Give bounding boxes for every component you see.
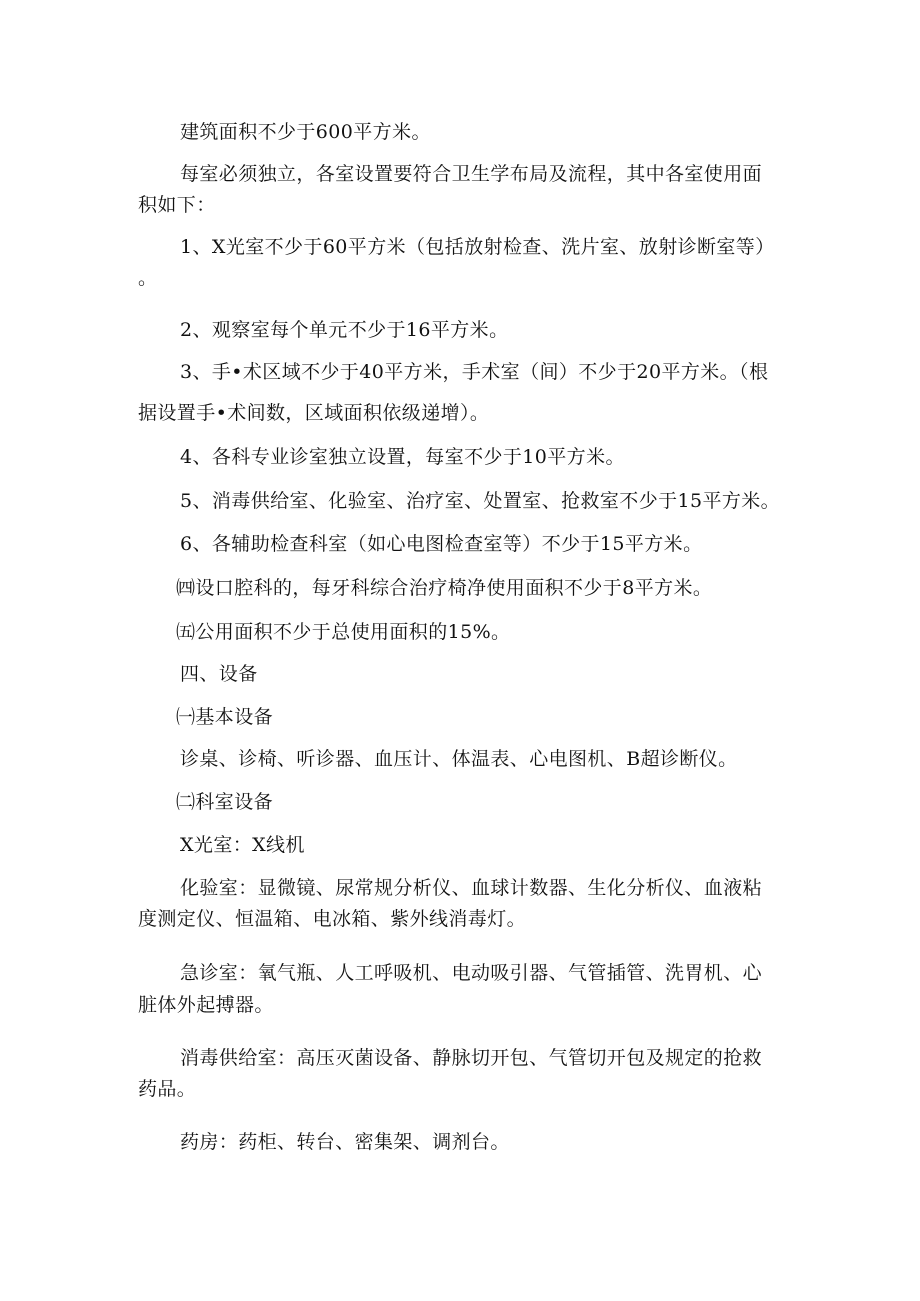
- text-line: 药房：药柜、转台、密集架、调剂台。: [180, 1131, 510, 1153]
- text-line: 2、观察室每个单元不少于16平方米。: [180, 319, 509, 341]
- text-line: ㈤公用面积不少于总使用面积的15%。: [176, 621, 511, 643]
- text-line: 5、消毒供给室、化验室、治疗室、处置室、抢救室不少于15平方米。: [180, 490, 781, 512]
- text-line: 药品。: [138, 1078, 197, 1100]
- subsection-heading: ㈠基本设备: [176, 706, 274, 728]
- text-line: 消毒供给室：高压灭菌设备、静脉切开包、气管切开包及规定的抢救: [180, 1047, 763, 1069]
- text-line: 积如下：: [138, 194, 216, 216]
- text-line: 建筑面积不少于600平方米。: [180, 121, 431, 143]
- section-heading: 四、设备: [180, 663, 258, 685]
- subsection-heading: ㈡科室设备: [176, 791, 274, 813]
- text-line: 度测定仪、恒温箱、电冰箱、紫外线消毒灯。: [138, 908, 527, 930]
- text-line: 4、各科专业诊室独立设置，每室不少于10平方米。: [180, 446, 625, 468]
- text-line: 脏体外起搏器。: [138, 994, 274, 1016]
- text-line: X光室：X线机: [180, 834, 305, 856]
- text-line: 6、各辅助检查科室（如心电图检查室等）不少于15平方米。: [180, 533, 703, 555]
- text-line: 每室必须独立，各室设置要符合卫生学布局及流程，其中各室使用面: [180, 163, 763, 185]
- text-line: 。: [138, 267, 158, 289]
- text-line: 急诊室：氧气瓶、人工呼吸机、电动吸引器、气管插管、洗胃机、心: [180, 962, 763, 984]
- text-line: ㈣设口腔科的，每牙科综合治疗椅净使用面积不少于8平方米。: [176, 577, 713, 599]
- text-line: 据设置手•术间数，区域面积依级递增）。: [138, 402, 490, 424]
- text-line: 1、X光室不少于60平方米（包括放射检查、洗片室、放射诊断室等）: [180, 236, 775, 258]
- text-line: 化验室：显微镜、尿常规分析仪、血球计数器、生化分析仪、血液粘: [180, 877, 763, 899]
- text-line: 3、手•术区域不少于40平方米，手术室（间）不少于20平方米。（根: [180, 361, 769, 383]
- text-line: 诊桌、诊椅、听诊器、血压计、体温表、心电图机、B超诊断仪。: [180, 748, 738, 770]
